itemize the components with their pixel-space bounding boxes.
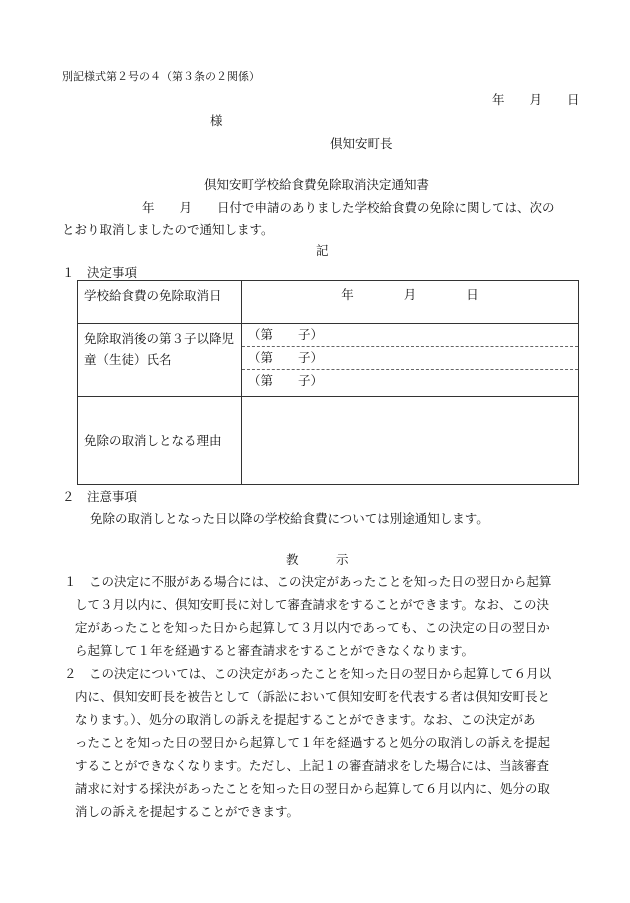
- section1-heading: １ 決定事項: [62, 265, 138, 280]
- child-name-row: （第 子）: [242, 324, 578, 347]
- kyoji-line: して３月以内に、倶知安町長に対して審査請求をすることができます。なお、この決: [75, 597, 550, 612]
- child-name-row: （第 子）: [248, 373, 324, 388]
- kyoji-item-number: １: [64, 574, 77, 589]
- kyoji-line: なります。）、処分の取消しの訴えを提起することができます。なお、この決定があ: [75, 712, 536, 727]
- child-name-cell: [242, 324, 579, 397]
- removal-date-label: 学校給食費の免除取消日: [78, 281, 242, 324]
- intro-line-2: とおり取消しましたので通知します。: [62, 222, 274, 237]
- kyoji-line: することができなくなります。ただし、上記１の審査請求をした場合には、当該審査: [75, 758, 550, 773]
- child-name-label: 免除取消後の第３子以降児童（生徒）氏名: [78, 324, 242, 397]
- kyoji-heading: 教 示: [286, 552, 349, 567]
- removal-date-value: 年 月 日: [242, 281, 579, 324]
- kyoji-line: この決定については、この決定があったことを知った日の翌日から起算して６月以: [89, 666, 552, 681]
- kyoji-line: この決定に不服がある場合には、この決定があったことを知った日の翌日から起算: [89, 574, 552, 589]
- intro-line-1: 年 月 日付で申請のありました学校給食費の免除に関しては、次の: [142, 200, 555, 215]
- section2-heading: ２ 注意事項: [62, 489, 138, 504]
- kyoji-line: 消しの訴えを提起することができます。: [75, 804, 300, 819]
- kyoji-line: 定があったことを知った日から起算して３月以内であっても、この決定の日の翌日か: [75, 620, 550, 635]
- kyoji-item-number: ２: [64, 666, 77, 681]
- child-name-row: （第 子）: [242, 347, 578, 370]
- form-number: 別記様式第２号の４（第３条の２関係）: [62, 70, 260, 83]
- document-title: 倶知安町学校給食費免除取消決定通知書: [204, 177, 430, 192]
- kyoji-line: ら起算して１年を経過すると審査請求をすることができなくなります。: [75, 643, 475, 658]
- reason-value: [242, 397, 579, 485]
- decision-table: [77, 280, 579, 485]
- addressee-suffix: 様: [210, 113, 223, 128]
- ki-label: 記: [316, 243, 329, 258]
- kyoji-line: 請求に対する採決があったことを知った日の翌日から起算して６月以内に、処分の取: [75, 781, 550, 796]
- kyoji-line: 内に、倶知安町長を被告として（訴訟において倶知安町を代表する者は倶知安町長と: [75, 689, 551, 704]
- reason-label: 免除の取消しとなる理由: [78, 397, 242, 485]
- section2-body: 免除の取消しとなった日以降の学校給食費については別途通知します。: [90, 511, 489, 526]
- kyoji-line: ったことを知った日の翌日から起算して１年を経過すると処分の取消しの訴えを提起: [75, 735, 551, 750]
- issue-date: 年 月 日: [492, 92, 580, 107]
- issuer: 倶知安町長: [330, 136, 393, 151]
